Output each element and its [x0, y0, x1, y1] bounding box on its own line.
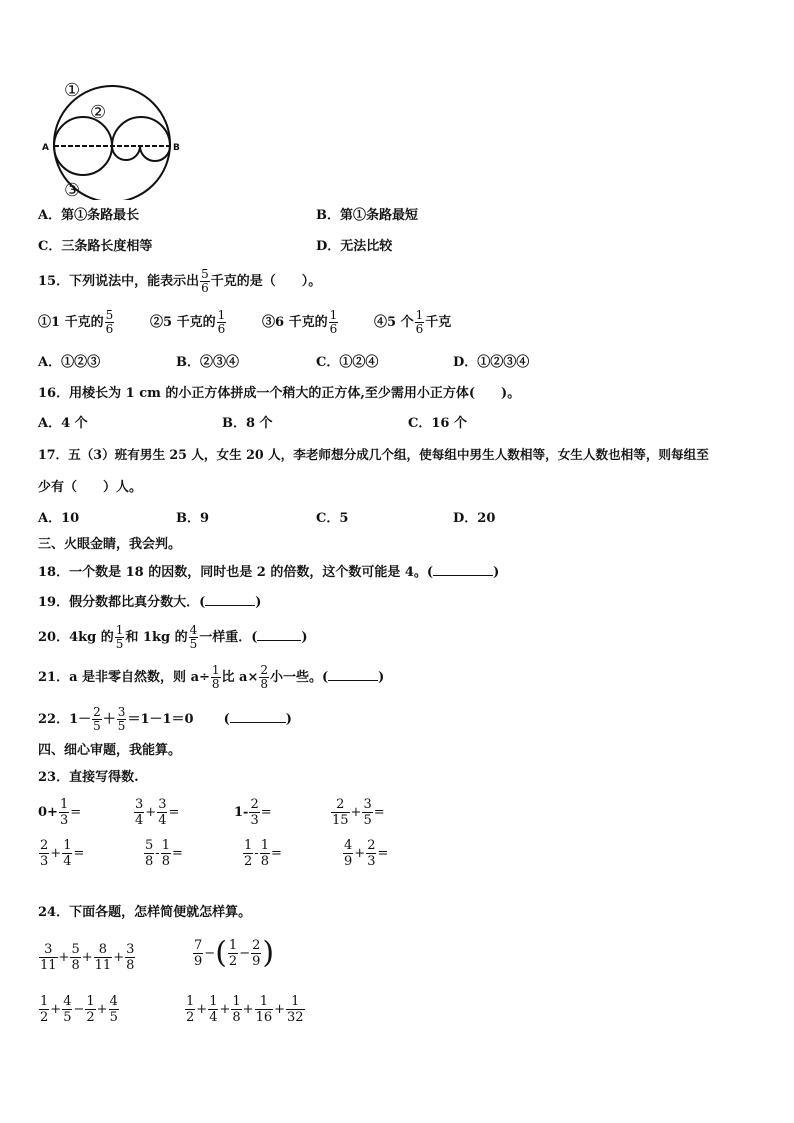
- q19-answer-blank[interactable]: [205, 593, 255, 606]
- q23-expr-3: 1- $\frac{2}{3}$ =: [234, 797, 272, 828]
- q19-stem: 19．假分数都比真分数大．( ): [38, 595, 262, 610]
- q16-option-a[interactable]: A．4 个: [38, 416, 88, 431]
- q14-option-d[interactable]: D．无法比较: [316, 239, 393, 254]
- q15-fraction: $\frac{5}{6}$: [201, 267, 209, 295]
- q22-stem: 22．1－ $\frac{2}{5}$ ＋ $\frac{3}{5}$ ＝1－1＝0 ( ): [38, 705, 292, 733]
- section-4-heading: 四、细心审题，我能算。: [38, 743, 182, 758]
- q18-stem: 18．一个数是 18 的因数，同时也是 2 的倍数，这个数可能是 4。( ): [38, 565, 500, 580]
- q23-expr-2: $\frac{3}{4}$ + $\frac{3}{4}$ =: [135, 797, 180, 828]
- route-3-label: ③: [64, 180, 81, 200]
- q14-option-c[interactable]: C．三条路长度相等: [38, 239, 153, 254]
- q22-answer-blank[interactable]: [230, 710, 286, 723]
- q15-option-c[interactable]: C．①②④: [316, 355, 379, 370]
- q21-answer-blank[interactable]: [328, 668, 378, 681]
- q17-stem-line1: 17．五（3）班有男生 25 人，女生 20 人，李老师想分成几个组，使每组中男生人数相等，女生人数也相等，则每组至: [38, 447, 709, 462]
- q23-expr-8: $\frac{4}{9}$ + $\frac{2}{3}$ =: [344, 838, 389, 869]
- q20-stem: 20．4kg 的 $\frac{1}{5}$ 和 1kg 的 $\frac{4}{5}$ 一样重．( ): [38, 623, 308, 651]
- q18-answer-blank[interactable]: [433, 563, 493, 576]
- q23-expr-6: $\frac{5}{8}$ - $\frac{1}{8}$ =: [145, 838, 183, 869]
- q15-stem: [38, 268, 321, 295]
- q17-option-b[interactable]: B．9: [176, 511, 210, 526]
- q17-option-d[interactable]: D．20: [453, 511, 496, 526]
- q23-expr-7: $\frac{1}{2}$ - $\frac{1}{8}$ =: [244, 838, 282, 869]
- q14-option-b[interactable]: B．第①条路最短: [316, 208, 418, 223]
- section-3-heading: 三、火眼金睛，我会判。: [38, 537, 182, 552]
- q16-stem: 16．用棱长为 1 cm 的小正方体拼成一个稍大的正方体,至少需用小正方体( )。: [38, 386, 521, 401]
- route-2-label: ②: [90, 102, 107, 123]
- q14-option-a[interactable]: A．第①条路最长: [38, 208, 140, 223]
- q24-expr-1: $\frac{3}{11}$ + $\frac{5}{8}$ + $\frac{8}{11}$ + $\frac{3}{8}$: [40, 942, 135, 973]
- q20-answer-blank[interactable]: [257, 628, 301, 641]
- q15-item-4: ④5 个 $\frac{1}{6}$ 千克: [374, 308, 452, 336]
- q24-expr-3: $\frac{1}{2}$ + $\frac{4}{5}$ − $\frac{1}{2}$ + $\frac{4}{5}$: [40, 994, 118, 1025]
- route-2-arc: [54, 117, 170, 146]
- q24-expr-4: $\frac{1}{2}$ + $\frac{1}{4}$ + $\frac{1}{8}$ + $\frac{1}{16}$ + $\frac{1}{32}$: [186, 994, 304, 1025]
- q15-item-2: ②5 千克的 $\frac{1}{6}$: [150, 308, 226, 336]
- q15-option-a[interactable]: A．①②③: [38, 355, 101, 370]
- label-b: B: [173, 143, 180, 153]
- q23-expr-4: $\frac{2}{15}$ + $\frac{3}{5}$ =: [332, 797, 385, 828]
- q21-stem: 21．a 是非零自然数，则 a÷ $\frac{1}{8}$ 比 a× $\frac{2}{8}$ 小一些。( ): [38, 663, 385, 691]
- q23-expr-5: $\frac{2}{3}$ + $\frac{1}{4}$ =: [40, 838, 85, 869]
- route-3-arc: [54, 146, 170, 175]
- route-1-label: ①: [64, 80, 81, 101]
- q16-option-b[interactable]: B．8 个: [222, 416, 273, 431]
- q23-title: 23．直接写得数.: [38, 770, 139, 785]
- q15-item-3: ③6 千克的 $\frac{1}{6}$: [262, 308, 338, 336]
- q15-option-b[interactable]: B．②③④: [176, 355, 239, 370]
- q24-title: 24．下面各题，怎样简便就怎样算。: [38, 905, 252, 920]
- q23-expr-1: 0+ $\frac{1}{3}$ =: [38, 797, 82, 828]
- q15-item-1: ①1 千克的 $\frac{5}{6}$: [38, 308, 114, 336]
- q17-option-a[interactable]: A．10: [38, 511, 80, 526]
- routes-figure: [40, 78, 190, 200]
- q15-option-d[interactable]: D．①②③④: [453, 355, 530, 370]
- q24-expr-2: $\frac{7}{9}$ −( $\frac{1}{2}$ − $\frac{2}{9}$ ): [194, 935, 275, 971]
- q15-suffix: 千克的是（ ）。: [210, 274, 322, 289]
- q17-option-c[interactable]: C．5: [316, 511, 349, 526]
- q15-prefix: 15．下列说法中，能表示出: [38, 274, 200, 289]
- q17-stem-line2: 少有（ ）人。: [38, 480, 143, 495]
- q16-option-c[interactable]: C．16 个: [408, 416, 467, 431]
- label-a: A: [42, 143, 49, 153]
